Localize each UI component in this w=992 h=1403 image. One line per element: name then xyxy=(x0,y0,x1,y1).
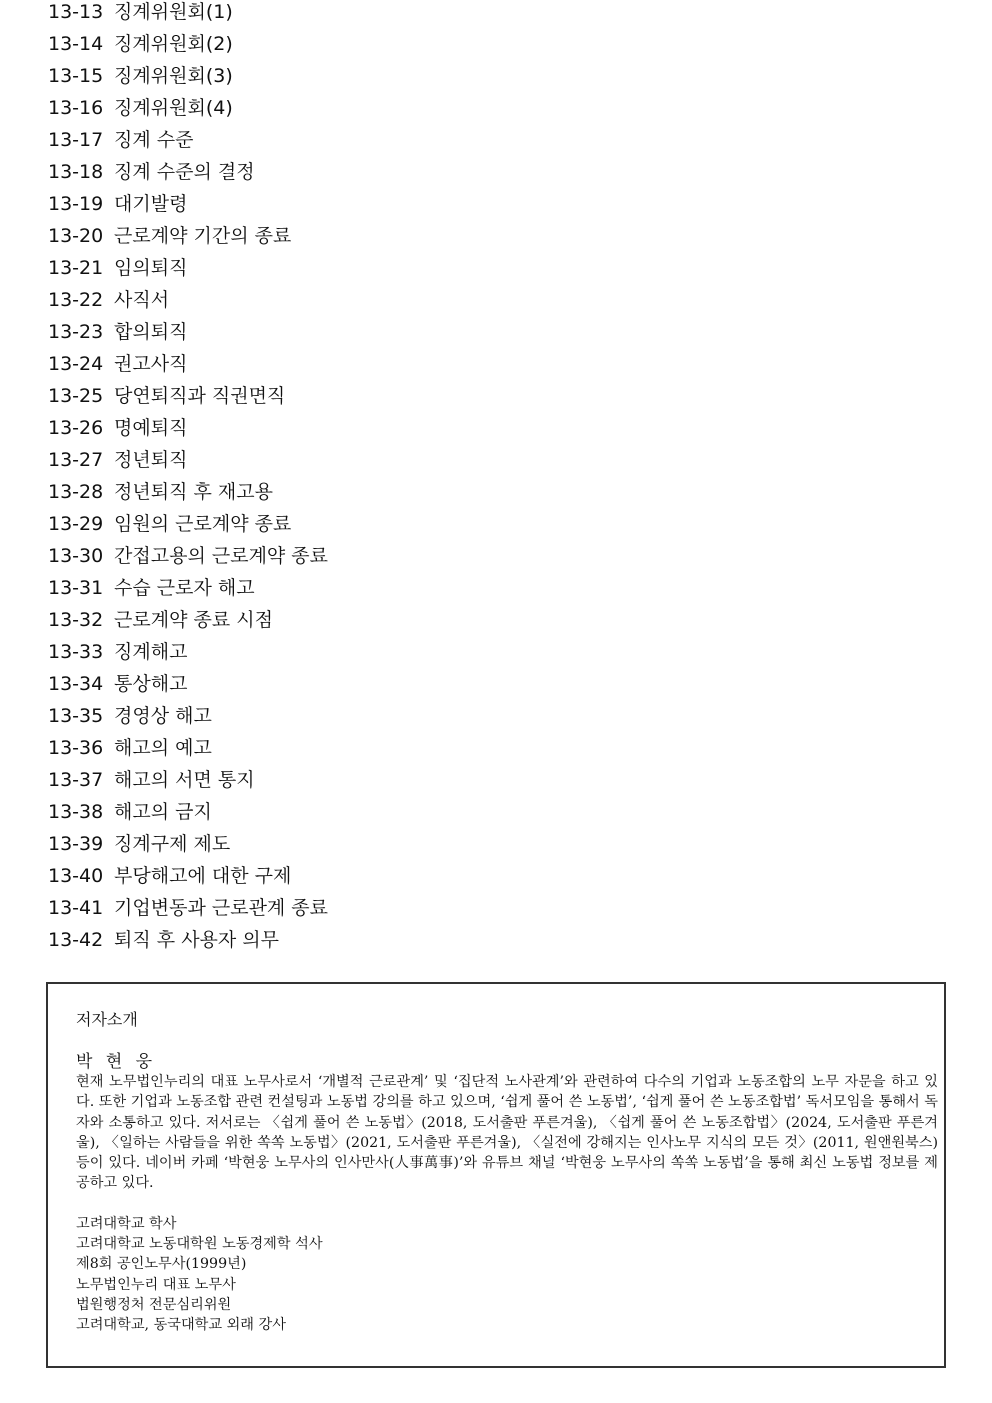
credential-item: 법원행정처 전문심리위원 xyxy=(76,1296,232,1313)
toc-entry xyxy=(48,800,948,832)
toc-entry-number: 13-42 xyxy=(48,929,104,951)
toc-entry-number: 13-17 xyxy=(48,129,104,151)
toc-entry xyxy=(48,128,948,160)
toc-entry-title: 권고사직 xyxy=(114,353,188,375)
toc-entry xyxy=(48,320,948,352)
toc-entry xyxy=(48,704,948,736)
toc-entry xyxy=(48,256,948,288)
toc-entry-number: 13-18 xyxy=(48,161,104,183)
toc-entry-title: 해고의 금지 xyxy=(114,801,212,823)
toc-entry-title: 수습 근로자 해고 xyxy=(114,577,255,599)
credential-item: 고려대학교 학사 xyxy=(76,1215,177,1232)
toc-entry-number: 13-39 xyxy=(48,833,104,855)
toc-entry-title: 징계위원회(2) xyxy=(114,33,233,55)
author-credentials xyxy=(76,1214,938,1336)
toc-entry-number: 13-14 xyxy=(48,33,104,55)
toc-entry-number: 13-33 xyxy=(48,641,104,663)
toc-entry xyxy=(48,288,948,320)
toc-entry-title: 사직서 xyxy=(114,289,170,311)
credential-item: 고려대학교 노동대학원 노동경제학 석사 xyxy=(76,1236,323,1253)
toc-entry-title: 당연퇴직과 직권면직 xyxy=(114,385,286,407)
toc-entry xyxy=(48,480,948,512)
toc-entry-number: 13-13 xyxy=(48,1,104,23)
toc-entry-number: 13-36 xyxy=(48,737,104,759)
toc-entry-number: 13-22 xyxy=(48,289,104,311)
toc-entry xyxy=(48,640,948,672)
toc-entry-title: 간접고용의 근로계약 종료 xyxy=(114,545,329,567)
toc-entry xyxy=(48,64,948,96)
toc-entry xyxy=(48,608,948,640)
toc-entry-number: 13-25 xyxy=(48,385,104,407)
toc-entry-number: 13-32 xyxy=(48,609,104,631)
toc-entry-number: 13-41 xyxy=(48,897,104,919)
toc-entry-title: 임원의 근로계약 종료 xyxy=(114,513,292,535)
toc-entry xyxy=(48,896,948,928)
toc-entry-title: 징계위원회(3) xyxy=(114,65,233,87)
toc-entry-title: 임의퇴직 xyxy=(114,257,188,279)
toc-entry-number: 13-24 xyxy=(48,353,104,375)
toc-entry-title: 경영상 해고 xyxy=(114,705,212,727)
toc-entry-title: 징계 수준 xyxy=(114,129,194,151)
toc-entry-number: 13-31 xyxy=(48,577,104,599)
toc-entry xyxy=(48,96,948,128)
toc-entry-number: 13-29 xyxy=(48,513,104,535)
toc-entry-title: 징계구제 제도 xyxy=(114,833,231,855)
toc-entry-title: 해고의 서면 통지 xyxy=(114,769,255,791)
toc-entry xyxy=(48,416,948,448)
toc-entry-title: 징계해고 xyxy=(114,641,188,663)
toc-entry xyxy=(48,448,948,480)
toc-entry-number: 13-23 xyxy=(48,321,104,343)
toc-entry-number: 13-37 xyxy=(48,769,104,791)
toc-entry xyxy=(48,768,948,800)
toc-entry-title: 부당해고에 대한 구제 xyxy=(114,865,292,887)
toc-entry-title: 징계 수준의 결정 xyxy=(114,161,255,183)
author-section-title: 저자소개 xyxy=(76,1010,138,1029)
toc-entry-number: 13-28 xyxy=(48,481,104,503)
toc-entry xyxy=(48,928,948,960)
toc-entry xyxy=(48,32,948,64)
toc-entry xyxy=(48,576,948,608)
toc-entry xyxy=(48,544,948,576)
toc-entry-number: 13-40 xyxy=(48,865,104,887)
toc-entry-number: 13-21 xyxy=(48,257,104,279)
toc-entry xyxy=(48,160,948,192)
toc-entry-number: 13-27 xyxy=(48,449,104,471)
toc-entry-number: 13-16 xyxy=(48,97,104,119)
toc-entry-title: 대기발령 xyxy=(114,193,188,215)
credential-item: 고려대학교, 동국대학교 외래 강사 xyxy=(76,1317,286,1334)
credential-item: 노무법인누리 대표 노무사 xyxy=(76,1276,236,1293)
toc-entry-title: 퇴직 후 사용자 의무 xyxy=(114,929,279,951)
toc-entry xyxy=(48,512,948,544)
toc-entry xyxy=(48,0,948,32)
author-bio-box xyxy=(46,982,946,1368)
toc-entry-title: 징계위원회(1) xyxy=(114,1,233,23)
toc-entry xyxy=(48,832,948,864)
toc-entry-title: 정년퇴직 후 재고용 xyxy=(114,481,273,503)
author-biography: 현재 노무법인누리의 대표 노무사로서 ‘개별적 근로관계’ 및 ‘집단적 노사관계’와 관련하여 다수의 기업과 노동조합의 노무 자문을 하고 있다. 또한 기업과 노동조합 관련 컨설팅과 노동법 강의를 하고 있으며, ‘쉽게 풀어 쓴 노동법’, ‘쉽게 풀어 쓴 노동조합법’ 독서모임을 통해서 독자와 소통하고 있다. 저서로는 〈쉽게 풀어 쓴 노동법〉(2018, 도서출판 푸른겨울), 〈쉽게 풀어 쓴 노동조합법〉(2024, 도서출판 푸른겨울), 〈일하는 사람들을 위한 쏙쏙 노동법〉(2021, 도서출판 푸른겨울), 〈실전에 강해지는 인사노무 지식의 모든 것〉(2011, 원앤원북스) 등이 있다. 네이버 카페 ‘박현웅 노무사의 인사만사(人事萬事)’와 유튜브 채널 ‘박현웅 노무사의 쏙쏙 노동법’을 통해 최신 노동법 정보를 제공하고 있다. xyxy=(76,1074,938,1192)
toc-entry-number: 13-15 xyxy=(48,65,104,87)
toc-entry-number: 13-19 xyxy=(48,193,104,215)
toc-entry xyxy=(48,384,948,416)
table-of-contents xyxy=(48,0,948,960)
toc-entry-number: 13-20 xyxy=(48,225,104,247)
toc-entry-number: 13-34 xyxy=(48,673,104,695)
author-name: 박 현 웅 xyxy=(76,1052,157,1072)
toc-entry xyxy=(48,736,948,768)
toc-entry-number: 13-30 xyxy=(48,545,104,567)
toc-entry xyxy=(48,864,948,896)
toc-entry xyxy=(48,224,948,256)
toc-entry-number: 13-26 xyxy=(48,417,104,439)
toc-entry-title: 통상해고 xyxy=(114,673,188,695)
toc-entry-number: 13-35 xyxy=(48,705,104,727)
toc-entry xyxy=(48,672,948,704)
credential-item: 제8회 공인노무사(1999년) xyxy=(76,1256,247,1273)
toc-entry-title: 정년퇴직 xyxy=(114,449,188,471)
toc-entry-title: 근로계약 기간의 종료 xyxy=(114,225,292,247)
toc-entry-title: 해고의 예고 xyxy=(114,737,212,759)
toc-entry-title: 근로계약 종료 시점 xyxy=(114,609,273,631)
toc-entry-title: 기업변동과 근로관계 종료 xyxy=(114,897,329,919)
toc-entry-number: 13-38 xyxy=(48,801,104,823)
toc-entry xyxy=(48,192,948,224)
toc-entry xyxy=(48,352,948,384)
toc-entry-title: 명예퇴직 xyxy=(114,417,188,439)
toc-entry-title: 징계위원회(4) xyxy=(114,97,233,119)
toc-entry-title: 합의퇴직 xyxy=(114,321,188,343)
